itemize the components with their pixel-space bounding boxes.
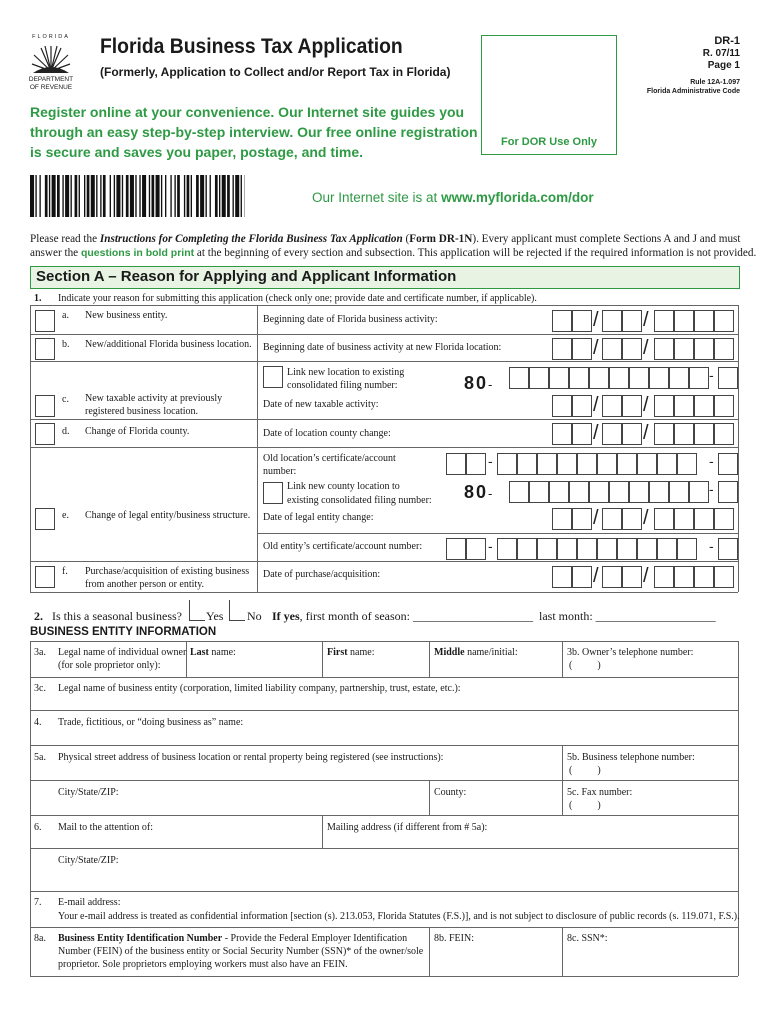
- q2-text: Is this a seasonal business?: [52, 609, 182, 623]
- old-entity-cert-digit-1[interactable]: [497, 538, 517, 560]
- old-entity-cert-county-2[interactable]: [466, 538, 486, 560]
- consolidated-number-2-digit-3[interactable]: [549, 481, 569, 503]
- option-e-checkbox[interactable]: [35, 508, 55, 530]
- date-e-slash-2: /: [643, 507, 649, 529]
- old-location-cert-digit-5[interactable]: [577, 453, 597, 475]
- old-location-cert-digit-8[interactable]: [637, 453, 657, 475]
- owner-phone-field[interactable]: ( ): [569, 660, 601, 671]
- fax-label: 5c. Fax number:: [567, 787, 633, 798]
- email-confidential-note: Your e-mail address is treated as confidential information [section (s). 213.053, Florida Statutes (F.S.)], and is not subject to disclosure of public records (s. 119.071, F.S.).: [58, 911, 740, 922]
- option-d-letter: d.: [62, 426, 70, 437]
- date-c-yyyy-4[interactable]: [714, 395, 734, 417]
- option-f-date-label: Date of purchase/acquisition:: [263, 569, 381, 580]
- option-d-label: Change of Florida county.: [85, 426, 190, 437]
- old-location-cert-digit-3[interactable]: [537, 453, 557, 475]
- consolidated-number-2-digit-10[interactable]: [689, 481, 709, 503]
- option-a-letter: a.: [62, 310, 69, 321]
- old-entity-cert-digit-7[interactable]: [617, 538, 637, 560]
- date-a-yyyy-4[interactable]: [714, 310, 734, 332]
- old-location-cert-digit-9[interactable]: [657, 453, 677, 475]
- date-a-slash-2: /: [643, 309, 649, 331]
- logo-of-text: OF REVENUE: [29, 84, 73, 91]
- date-f-dd-2[interactable]: [622, 566, 642, 588]
- name-suffix: name:: [347, 647, 375, 658]
- option-c-checkbox[interactable]: [35, 395, 55, 417]
- section-a-title: Section A – Reason for Applying and Applicant Information: [36, 268, 457, 285]
- date-d-dd-2[interactable]: [622, 423, 642, 445]
- sunburst-icon: [31, 43, 71, 73]
- date-d-mm-1[interactable]: [552, 423, 572, 445]
- consolidated-number-2-digit-4[interactable]: [569, 481, 589, 503]
- row-8a-line-1: [58, 932, 407, 945]
- old-location-cert-check-digit[interactable]: [718, 453, 738, 475]
- date-c-slash-1: /: [593, 394, 599, 416]
- old-entity-cert-dash-1: -: [488, 538, 493, 554]
- intro-text: answer the: [30, 247, 81, 259]
- consolidated-number-1-digit-2[interactable]: [529, 367, 549, 389]
- date-d-yyyy-1[interactable]: [654, 423, 674, 445]
- consolidated-prefix-1: [464, 373, 494, 395]
- date-a-dd-1[interactable]: [602, 310, 622, 332]
- consolidated-number-1-digit-3[interactable]: [549, 367, 569, 389]
- middle-bold: Middle: [434, 647, 465, 658]
- consolidated-number-2-digit-7[interactable]: [629, 481, 649, 503]
- section-a-header: [30, 266, 740, 289]
- old-location-cert-digit-4[interactable]: [557, 453, 577, 475]
- option-a-label: New business entity.: [85, 310, 168, 321]
- first-month-field[interactable]: , first month of season: ____________________: [299, 609, 533, 623]
- date-a-mm-1[interactable]: [552, 310, 572, 332]
- old-location-cert-digit-7[interactable]: [617, 453, 637, 475]
- option-a-date-label: Beginning date of Florida business activity:: [263, 314, 438, 325]
- dash: -: [488, 486, 495, 501]
- form-ref: Form DR-1N: [409, 233, 473, 245]
- old-entity-cert-county-1[interactable]: [446, 538, 466, 560]
- date-d-slash-1: /: [593, 422, 599, 444]
- link-consolidated-label-1a: Link new location to existing: [287, 367, 405, 378]
- promo-line-3: is secure and saves you paper, postage, and time.: [30, 144, 364, 160]
- date-d-yyyy-3[interactable]: [694, 423, 714, 445]
- date-b-yyyy-1[interactable]: [654, 338, 674, 360]
- date-b-dd-2[interactable]: [622, 338, 642, 360]
- old-location-cert-dash-1: -: [488, 453, 493, 469]
- old-location-cert-digit-1[interactable]: [497, 453, 517, 475]
- form-admin-code: Florida Administrative Code: [646, 88, 740, 95]
- date-d-mm-2[interactable]: [572, 423, 592, 445]
- old-entity-cert-digit-2[interactable]: [517, 538, 537, 560]
- old-entity-cert-digit-6[interactable]: [597, 538, 617, 560]
- option-e-letter: e.: [62, 510, 69, 521]
- date-d-dd-1[interactable]: [602, 423, 622, 445]
- old-entity-cert-dash-2: -: [709, 538, 714, 554]
- prefix-80: 80: [464, 373, 489, 393]
- date-e-dd-2[interactable]: [622, 508, 642, 530]
- old-entity-cert-digit-8[interactable]: [637, 538, 657, 560]
- promo-line-1: Register online at your convenience. Our Internet site guides you: [30, 104, 465, 120]
- seasonal-no-checkbox[interactable]: [229, 600, 245, 621]
- date-e-mm-2[interactable]: [572, 508, 592, 530]
- row-8a-line-2: Number (FEIN) of the business entity or Social Security Number (SSN)* of the owner/sole: [58, 946, 424, 957]
- consolidated-number-1-digit-6[interactable]: [609, 367, 629, 389]
- consolidated-number-1-digit-8[interactable]: [649, 367, 669, 389]
- intro-text-rest: ). Every applicant must complete Sections A and J and must: [472, 233, 741, 245]
- date-c-dd-2[interactable]: [622, 395, 642, 417]
- date-b-mm-1[interactable]: [552, 338, 572, 360]
- consolidated-number-2-digit-9[interactable]: [669, 481, 689, 503]
- consolidated-number-1-dash: -: [709, 367, 714, 383]
- option-e-label: Change of legal entity/business structure.: [85, 510, 251, 521]
- consolidated-number-2-digit-2[interactable]: [529, 481, 549, 503]
- old-location-cert-digit-2[interactable]: [517, 453, 537, 475]
- option-a-checkbox[interactable]: [35, 310, 55, 332]
- option-c-label-1: New taxable activity at previously: [85, 393, 223, 404]
- bold-questions-note: questions in bold print: [80, 247, 195, 259]
- instructions-title: Instructions for Completing the Florida Business Tax Application: [99, 233, 403, 245]
- date-f-mm-1[interactable]: [552, 566, 572, 588]
- date-f-slash-2: /: [643, 565, 649, 587]
- row-4-label[interactable]: Trade, fictitious, or “doing business as” name:: [58, 717, 244, 728]
- row-8a-line-3: proprietor. Sole proprietors employing workers must also have an FEIN.: [58, 959, 348, 970]
- old-entity-label: Old entity’s certificate/account number:: [263, 541, 423, 552]
- middle-suffix: name/initial:: [464, 647, 518, 658]
- old-entity-cert-check-digit[interactable]: [718, 538, 738, 560]
- consolidated-number-2-digit-6[interactable]: [609, 481, 629, 503]
- row-5a-label[interactable]: Physical street address of business location or rental property being registered (see instructions):: [58, 752, 444, 763]
- business-phone-field[interactable]: ( ): [569, 765, 601, 776]
- date-e-yyyy-3[interactable]: [694, 508, 714, 530]
- old-location-cert-digit-10[interactable]: [677, 453, 697, 475]
- date-c-yyyy-2[interactable]: [674, 395, 694, 417]
- old-entity-cert-digit-4[interactable]: [557, 538, 577, 560]
- form-rule: Rule 12A-1.097: [690, 79, 740, 86]
- intro-line-1: [30, 233, 741, 245]
- option-b-label: New/additional Florida business location.: [85, 339, 252, 350]
- row-3a-label-2: (for sole proprietor only):: [58, 660, 161, 671]
- consolidated-number-2-digit-1[interactable]: [509, 481, 529, 503]
- name-suffix: name:: [208, 647, 236, 658]
- ssn-field[interactable]: 8c. SSN*:: [567, 933, 608, 944]
- date-e-dd-1[interactable]: [602, 508, 622, 530]
- option-b-letter: b.: [62, 339, 70, 350]
- date-a-dd-2[interactable]: [622, 310, 642, 332]
- form-page: Page 1: [707, 60, 740, 71]
- entity-heading: BUSINESS ENTITY INFORMATION: [30, 626, 217, 638]
- q2-num: 2.: [34, 609, 43, 623]
- row-6-num: 6.: [34, 822, 42, 833]
- owner-phone-label: 3b. Owner’s telephone number:: [567, 647, 694, 658]
- website-line: [312, 190, 594, 205]
- date-e-mm-1[interactable]: [552, 508, 572, 530]
- form-revision: R. 07/11: [702, 48, 740, 59]
- id-number-bold: Business Entity Identification Number: [58, 933, 223, 944]
- old-location-cert-digit-6[interactable]: [597, 453, 617, 475]
- date-b-mm-2[interactable]: [572, 338, 592, 360]
- date-f-yyyy-1[interactable]: [654, 566, 674, 588]
- q1-num: 1.: [34, 293, 42, 304]
- date-c-dd-1[interactable]: [602, 395, 622, 417]
- mailing-address-field[interactable]: Mailing address (if different from # 5a):: [327, 822, 488, 833]
- date-c-yyyy-1[interactable]: [654, 395, 674, 417]
- consolidated-number-1-digit-10[interactable]: [689, 367, 709, 389]
- q1-text: Indicate your reason for submitting this application (check only one; provide date and certificate number, if applicable).: [58, 293, 537, 304]
- consolidated-number-2-dash: -: [709, 481, 714, 497]
- date-f-yyyy-3[interactable]: [694, 566, 714, 588]
- last-bold: Last: [190, 647, 209, 658]
- fax-field[interactable]: ( ): [569, 800, 601, 811]
- date-a-mm-2[interactable]: [572, 310, 592, 332]
- row-3a-label-1: Legal name of individual owner: [58, 647, 187, 658]
- id-number-text: - Provide the Federal Employer Identification: [222, 933, 408, 944]
- consolidated-number-1-digit-1[interactable]: [509, 367, 529, 389]
- option-c-letter: c.: [62, 394, 69, 405]
- city-state-zip-field[interactable]: City/State/ZIP:: [58, 787, 119, 798]
- intro-line-2: [30, 247, 756, 259]
- option-b-date-label: Beginning date of business activity at new Florida location:: [263, 342, 502, 353]
- seasonal-yes-checkbox[interactable]: [189, 600, 205, 621]
- date-f-yyyy-4[interactable]: [714, 566, 734, 588]
- date-a-slash-1: /: [593, 309, 599, 331]
- prefix-80: 80: [464, 482, 489, 502]
- consolidated-number-2-check-digit[interactable]: [718, 481, 738, 503]
- date-a-yyyy-3[interactable]: [694, 310, 714, 332]
- barcode-image: [30, 175, 245, 217]
- date-b-dd-1[interactable]: [602, 338, 622, 360]
- business-phone-label: 5b. Business telephone number:: [567, 752, 695, 763]
- link-consolidated-label-2b: existing consolidated filing number:: [287, 495, 432, 506]
- old-entity-cert-digit-10[interactable]: [677, 538, 697, 560]
- old-entity-cert-digit-9[interactable]: [657, 538, 677, 560]
- fein-field[interactable]: 8b. FEIN:: [434, 933, 474, 944]
- old-entity-cert-digit-3[interactable]: [537, 538, 557, 560]
- option-f-label-1: Purchase/acquisition of existing business: [85, 566, 250, 577]
- date-f-mm-2[interactable]: [572, 566, 592, 588]
- consolidated-prefix-2: [464, 482, 494, 504]
- county-field[interactable]: County:: [434, 787, 467, 798]
- page-title: Florida Business Tax Application: [100, 35, 403, 58]
- row-5a-num: 5a.: [34, 752, 46, 763]
- date-f-dd-1[interactable]: [602, 566, 622, 588]
- dor-use-label: For DOR Use Only: [501, 136, 597, 148]
- website-prefix: Our Internet site is at: [312, 190, 442, 205]
- date-b-yyyy-3[interactable]: [694, 338, 714, 360]
- last-month-field[interactable]: last month: ____________________: [539, 609, 716, 623]
- date-f-slash-1: /: [593, 565, 599, 587]
- date-a-yyyy-2[interactable]: [674, 310, 694, 332]
- row-8a-num: 8a.: [34, 933, 46, 944]
- logo-top-text: FLORIDA: [32, 34, 70, 40]
- option-b-checkbox[interactable]: [35, 338, 55, 360]
- old-location-cert-dash-2: -: [709, 453, 714, 469]
- date-f-yyyy-2[interactable]: [674, 566, 694, 588]
- option-c-label-2: registered business location.: [85, 406, 199, 417]
- intro-text: Please read the: [30, 233, 100, 245]
- row-3c-label[interactable]: Legal name of business entity (corporation, limited liability company, partnership, trust, estate, etc.):: [58, 683, 461, 694]
- page-subtitle: (Formerly, Application to Collect and/or Report Tax in Florida): [100, 65, 451, 79]
- if-yes-label: If yes: [272, 609, 300, 623]
- consolidated-number-2-digit-8[interactable]: [649, 481, 669, 503]
- option-f-label-2: from another person or entity.: [85, 579, 205, 590]
- option-f-letter: f.: [62, 566, 68, 577]
- date-b-yyyy-2[interactable]: [674, 338, 694, 360]
- old-location-cert-county-2[interactable]: [466, 453, 486, 475]
- old-entity-cert-digit-5[interactable]: [577, 538, 597, 560]
- dor-logo: [28, 34, 74, 96]
- option-c-date-label: Date of new taxable activity:: [263, 399, 379, 410]
- dor-use-box: [481, 35, 617, 155]
- dash: -: [488, 377, 495, 392]
- old-cert-label-2: number:: [263, 466, 297, 477]
- link-consolidated-label-2a: Link new county location to: [287, 481, 400, 492]
- date-e-yyyy-2[interactable]: [674, 508, 694, 530]
- form-id: DR-1: [714, 35, 740, 47]
- row-7-num: 7.: [34, 897, 42, 908]
- date-d-yyyy-4[interactable]: [714, 423, 734, 445]
- date-b-yyyy-4[interactable]: [714, 338, 734, 360]
- intro-text-rest: at the beginning of every section and subsection. This application will be rejected if the required information is not provided.: [194, 247, 757, 259]
- option-d-date-label: Date of location county change:: [263, 428, 391, 439]
- first-bold: First: [327, 647, 348, 658]
- consolidated-number-1-digit-7[interactable]: [629, 367, 649, 389]
- row-4-num: 4.: [34, 717, 42, 728]
- consolidated-number-2-digit-5[interactable]: [589, 481, 609, 503]
- consolidated-number-1-check-digit[interactable]: [718, 367, 738, 389]
- mail-city-state-zip-field[interactable]: City/State/ZIP:: [58, 855, 119, 866]
- old-cert-label-1: Old location’s certificate/account: [263, 453, 396, 464]
- consolidated-number-1-digit-4[interactable]: [569, 367, 589, 389]
- row-3c-num: 3c.: [34, 683, 46, 694]
- date-c-yyyy-3[interactable]: [694, 395, 714, 417]
- link-consolidated-label-1b: consolidated filing number:: [287, 380, 398, 391]
- mail-attention-field[interactable]: Mail to the attention of:: [58, 822, 153, 833]
- website-link[interactable]: www.myflorida.com/dor: [441, 190, 594, 205]
- row-3a-num: 3a.: [34, 647, 46, 658]
- season-months-line: [272, 609, 716, 624]
- date-b-slash-2: /: [643, 337, 649, 359]
- date-e-slash-1: /: [593, 507, 599, 529]
- promo-line-2: through an easy step-by-step interview. Our free online registration: [30, 124, 478, 140]
- date-b-slash-1: /: [593, 337, 599, 359]
- date-c-mm-2[interactable]: [572, 395, 592, 417]
- date-d-slash-2: /: [643, 422, 649, 444]
- option-d-checkbox[interactable]: [35, 423, 55, 445]
- consolidated-number-1-digit-5[interactable]: [589, 367, 609, 389]
- link-consolidated-checkbox-1[interactable]: [263, 366, 283, 388]
- date-a-yyyy-1[interactable]: [654, 310, 674, 332]
- last-name-field[interactable]: [190, 646, 236, 659]
- option-f-checkbox[interactable]: [35, 566, 55, 588]
- first-name-field[interactable]: [327, 646, 374, 659]
- q2-line: [34, 609, 182, 624]
- link-consolidated-checkbox-2[interactable]: [263, 482, 283, 504]
- consolidated-number-1-digit-9[interactable]: [669, 367, 689, 389]
- old-location-cert-county-1[interactable]: [446, 453, 466, 475]
- intro-paren: (: [402, 233, 410, 245]
- date-c-slash-2: /: [643, 394, 649, 416]
- email-field[interactable]: E-mail address:: [58, 897, 121, 908]
- logo-dept-text: DEPARTMENT: [28, 76, 74, 83]
- date-c-mm-1[interactable]: [552, 395, 572, 417]
- date-e-yyyy-4[interactable]: [714, 508, 734, 530]
- seasonal-yes-label: Yes: [206, 609, 224, 623]
- seasonal-no-label: No: [247, 609, 262, 623]
- date-e-yyyy-1[interactable]: [654, 508, 674, 530]
- date-d-yyyy-2[interactable]: [674, 423, 694, 445]
- middle-name-field[interactable]: [434, 646, 518, 659]
- option-e-date-label: Date of legal entity change:: [263, 512, 374, 523]
